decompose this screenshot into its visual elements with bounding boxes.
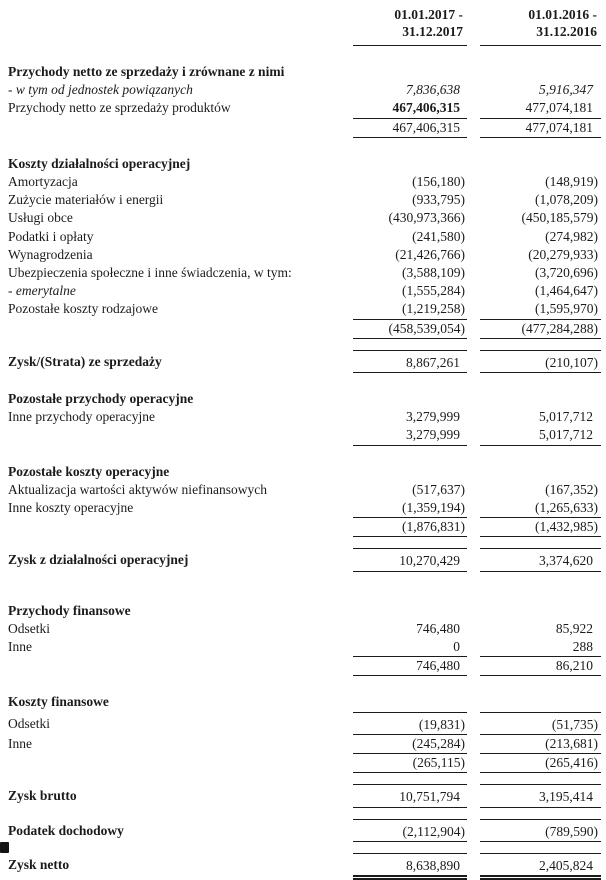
statement-row bbox=[8, 246, 601, 264]
column-gap bbox=[467, 819, 480, 842]
statement-row bbox=[8, 350, 601, 373]
value-2017: 7,836,638 bbox=[406, 82, 460, 98]
column-gap bbox=[467, 638, 480, 657]
value-2017: 467,406,315 bbox=[353, 119, 467, 138]
value-2017: 746,480 bbox=[416, 620, 460, 636]
statement-row bbox=[8, 191, 601, 209]
row-label: Pozostałe koszty operacyjne bbox=[8, 463, 170, 479]
value-2016 bbox=[480, 693, 601, 711]
column-gap bbox=[467, 173, 480, 191]
column-gap bbox=[467, 99, 480, 118]
period-2016-line2: 31.12.2016 bbox=[536, 24, 597, 39]
row-label: - emerytalne bbox=[8, 283, 76, 299]
header-spacer bbox=[8, 6, 353, 46]
column-gap bbox=[467, 712, 480, 735]
statement-row bbox=[8, 499, 601, 518]
value-2017 bbox=[353, 155, 467, 173]
statement-row bbox=[8, 657, 601, 676]
value-2016: 477,074,181 bbox=[480, 99, 601, 118]
statement-row bbox=[8, 548, 601, 571]
row-label bbox=[8, 518, 353, 537]
row-label bbox=[8, 754, 353, 773]
statement-row bbox=[8, 99, 601, 118]
column-gap bbox=[467, 63, 480, 81]
row-label: Ubezpieczenia społeczne i inne świadczenia, w tym: bbox=[8, 265, 292, 281]
column-gap bbox=[467, 350, 480, 373]
value-2016: 85,922 bbox=[555, 620, 593, 636]
row-label: Podatki i opłaty bbox=[8, 228, 94, 244]
row-label bbox=[8, 426, 353, 445]
value-2017: (245,284) bbox=[353, 735, 467, 754]
value-2017: (430,973,366) bbox=[388, 210, 465, 226]
statement-row bbox=[8, 320, 601, 339]
value-2016: 477,074,181 bbox=[480, 119, 601, 138]
column-gap bbox=[467, 300, 480, 319]
value-2017: 467,406,315 bbox=[353, 99, 467, 118]
column-gap bbox=[467, 191, 480, 209]
value-2017 bbox=[353, 63, 467, 81]
value-2016 bbox=[480, 155, 601, 173]
value-2017: (265,115) bbox=[353, 754, 467, 773]
value-2016: (167,352) bbox=[545, 481, 598, 497]
value-2017: (19,831) bbox=[353, 712, 467, 735]
row-label: Amortyzacja bbox=[8, 174, 78, 190]
statement-row bbox=[8, 638, 601, 657]
value-2017: (1,876,831) bbox=[353, 518, 467, 537]
column-gap bbox=[467, 481, 480, 499]
statement-row bbox=[8, 390, 601, 408]
value-2016: 3,374,620 bbox=[480, 548, 601, 571]
value-2016: 5,017,712 bbox=[539, 409, 593, 425]
value-2017: 3,279,999 bbox=[406, 409, 460, 425]
statement-row bbox=[8, 408, 601, 426]
column-gap bbox=[467, 754, 480, 773]
value-2016: (1,464,647) bbox=[535, 283, 598, 299]
value-2016: (148,919) bbox=[545, 174, 598, 190]
value-2016: 5,916,347 bbox=[539, 82, 593, 98]
value-2016: 86,210 bbox=[480, 657, 601, 676]
value-2017: (1,359,194) bbox=[353, 499, 467, 518]
column-gap bbox=[467, 390, 480, 408]
statement-row bbox=[8, 754, 601, 773]
value-2017 bbox=[353, 602, 467, 620]
statement-row bbox=[8, 819, 601, 842]
row-label: Zużycie materiałów i energii bbox=[8, 192, 164, 208]
column-gap bbox=[467, 853, 480, 880]
statement-row bbox=[8, 63, 601, 81]
column-gap bbox=[467, 499, 480, 518]
value-2016: (210,107) bbox=[480, 350, 601, 373]
value-2016: 5,017,712 bbox=[480, 426, 601, 445]
row-label: Zysk netto bbox=[8, 856, 70, 872]
row-label: Koszty działalności operacyjnej bbox=[8, 155, 191, 171]
column-gap bbox=[467, 228, 480, 246]
statement-row bbox=[8, 209, 601, 227]
column-gap bbox=[467, 408, 480, 426]
statement-row bbox=[8, 853, 601, 880]
statement-row bbox=[8, 463, 601, 481]
period-header bbox=[0, 0, 606, 46]
value-2017: (21,426,766) bbox=[395, 246, 465, 262]
value-2016: (274,982) bbox=[545, 228, 598, 244]
row-label: Zysk z działalności operacyjnej bbox=[8, 552, 189, 568]
column-gap bbox=[467, 426, 480, 445]
value-2016: (213,681) bbox=[480, 735, 601, 754]
row-label: Wynagrodzenia bbox=[8, 246, 93, 262]
value-2017: (458,539,054) bbox=[353, 320, 467, 339]
value-2017: (1,219,258) bbox=[353, 300, 467, 319]
value-2016 bbox=[480, 463, 601, 481]
period-2017-line2: 31.12.2017 bbox=[402, 24, 463, 39]
statement-row bbox=[8, 155, 601, 173]
value-2017: 746,480 bbox=[353, 657, 467, 676]
statement-row bbox=[8, 784, 601, 807]
statement-row bbox=[8, 119, 601, 138]
column-gap bbox=[467, 209, 480, 227]
column-gap bbox=[467, 784, 480, 807]
value-2016: (1,595,970) bbox=[480, 300, 601, 319]
row-label: Inne bbox=[8, 735, 32, 751]
row-label: Pozostałe przychody operacyjne bbox=[8, 391, 194, 407]
statement-row bbox=[8, 693, 601, 711]
value-2017: 10,270,429 bbox=[353, 548, 467, 571]
row-label: Zysk/(Strata) ze sprzedaży bbox=[8, 353, 162, 369]
statement-row bbox=[8, 735, 601, 754]
statement-row bbox=[8, 620, 601, 638]
column-gap bbox=[467, 657, 480, 676]
statement-row bbox=[8, 173, 601, 191]
value-2016: (20,279,933) bbox=[528, 246, 598, 262]
statement-row bbox=[8, 300, 601, 319]
column-gap bbox=[467, 81, 480, 99]
row-label: Pozostałe koszty rodzajowe bbox=[8, 301, 158, 317]
row-label: - w tym od jednostek powiązanych bbox=[8, 82, 193, 98]
statement-row bbox=[8, 481, 601, 499]
value-2017 bbox=[353, 390, 467, 408]
row-label: Przychody netto ze sprzedaży i zrównane z nimi bbox=[8, 64, 285, 79]
scan-artifact-mark bbox=[0, 842, 9, 853]
statement-row bbox=[8, 264, 601, 282]
column-gap bbox=[467, 602, 480, 620]
value-2016: (51,735) bbox=[480, 712, 601, 735]
value-2017: (933,795) bbox=[412, 192, 465, 208]
value-2016: (1,265,633) bbox=[480, 499, 601, 518]
value-2016: (789,590) bbox=[480, 819, 601, 842]
statement-row bbox=[8, 426, 601, 445]
column-gap bbox=[467, 119, 480, 138]
value-2016 bbox=[480, 63, 601, 81]
value-2016: 3,195,414 bbox=[480, 784, 601, 807]
value-2016: (1,078,209) bbox=[535, 192, 598, 208]
period-2017-header bbox=[353, 6, 467, 46]
value-2017: (241,580) bbox=[412, 228, 465, 244]
value-2016: (1,432,985) bbox=[480, 518, 601, 537]
statement-row bbox=[8, 81, 601, 99]
row-label: Przychody finansowe bbox=[8, 602, 131, 618]
value-2017: (1,555,284) bbox=[402, 283, 465, 299]
period-2017-line1: 01.01.2017 - bbox=[394, 7, 463, 22]
value-2017: (517,637) bbox=[412, 481, 465, 497]
row-label: Przychody netto ze sprzedaży produktów bbox=[8, 100, 231, 116]
value-2017: 8,867,261 bbox=[353, 350, 467, 373]
value-2017: 8,638,890 bbox=[353, 853, 467, 880]
row-label bbox=[8, 657, 353, 676]
column-gap bbox=[467, 518, 480, 537]
row-label bbox=[8, 119, 353, 138]
row-label: Usługi obce bbox=[8, 210, 73, 226]
column-gap bbox=[467, 264, 480, 282]
row-label: Inne koszty operacyjne bbox=[8, 500, 134, 516]
row-label: Podatek dochodowy bbox=[8, 822, 124, 838]
row-label: Inne bbox=[8, 639, 32, 655]
value-2017: 0 bbox=[353, 638, 467, 657]
row-label: Zysk brutto bbox=[8, 788, 77, 804]
statement-row bbox=[8, 228, 601, 246]
row-label: Aktualizacja wartości aktywów niefinansowych bbox=[8, 481, 268, 497]
statement-row bbox=[8, 602, 601, 620]
column-gap bbox=[467, 155, 480, 173]
row-label: Odsetki bbox=[8, 620, 50, 636]
column-gap bbox=[467, 282, 480, 300]
column-gap bbox=[467, 548, 480, 571]
column-gap bbox=[467, 693, 480, 711]
value-2016: (265,416) bbox=[480, 754, 601, 773]
value-2017: (2,112,904) bbox=[353, 819, 467, 842]
value-2017: 3,279,999 bbox=[353, 426, 467, 445]
value-2016: (3,720,696) bbox=[535, 265, 598, 281]
value-2017: 10,751,794 bbox=[353, 784, 467, 807]
column-gap bbox=[467, 246, 480, 264]
value-2017 bbox=[353, 463, 467, 481]
statement-row bbox=[8, 712, 601, 735]
row-label: Koszty finansowe bbox=[8, 694, 109, 710]
row-label: Inne przychody operacyjne bbox=[8, 409, 155, 425]
column-gap bbox=[467, 320, 480, 339]
statement-row bbox=[8, 282, 601, 300]
period-2016-header bbox=[480, 6, 601, 46]
row-label bbox=[8, 320, 353, 339]
column-gap bbox=[467, 735, 480, 754]
column-gap bbox=[467, 620, 480, 638]
statement-row bbox=[8, 518, 601, 537]
value-2016: (450,185,579) bbox=[521, 210, 598, 226]
value-2016 bbox=[480, 602, 601, 620]
value-2017: (3,588,109) bbox=[402, 265, 465, 281]
column-gap bbox=[467, 6, 480, 46]
statement-rows bbox=[0, 63, 606, 880]
value-2016: (477,284,288) bbox=[480, 320, 601, 339]
value-2017 bbox=[353, 693, 467, 711]
period-2016-line1: 01.01.2016 - bbox=[528, 7, 597, 22]
value-2017: (156,180) bbox=[412, 174, 465, 190]
column-gap bbox=[467, 463, 480, 481]
row-label: Odsetki bbox=[8, 715, 50, 731]
value-2016 bbox=[480, 390, 601, 408]
value-2016: 2,405,824 bbox=[480, 853, 601, 880]
value-2016: 288 bbox=[480, 638, 601, 657]
